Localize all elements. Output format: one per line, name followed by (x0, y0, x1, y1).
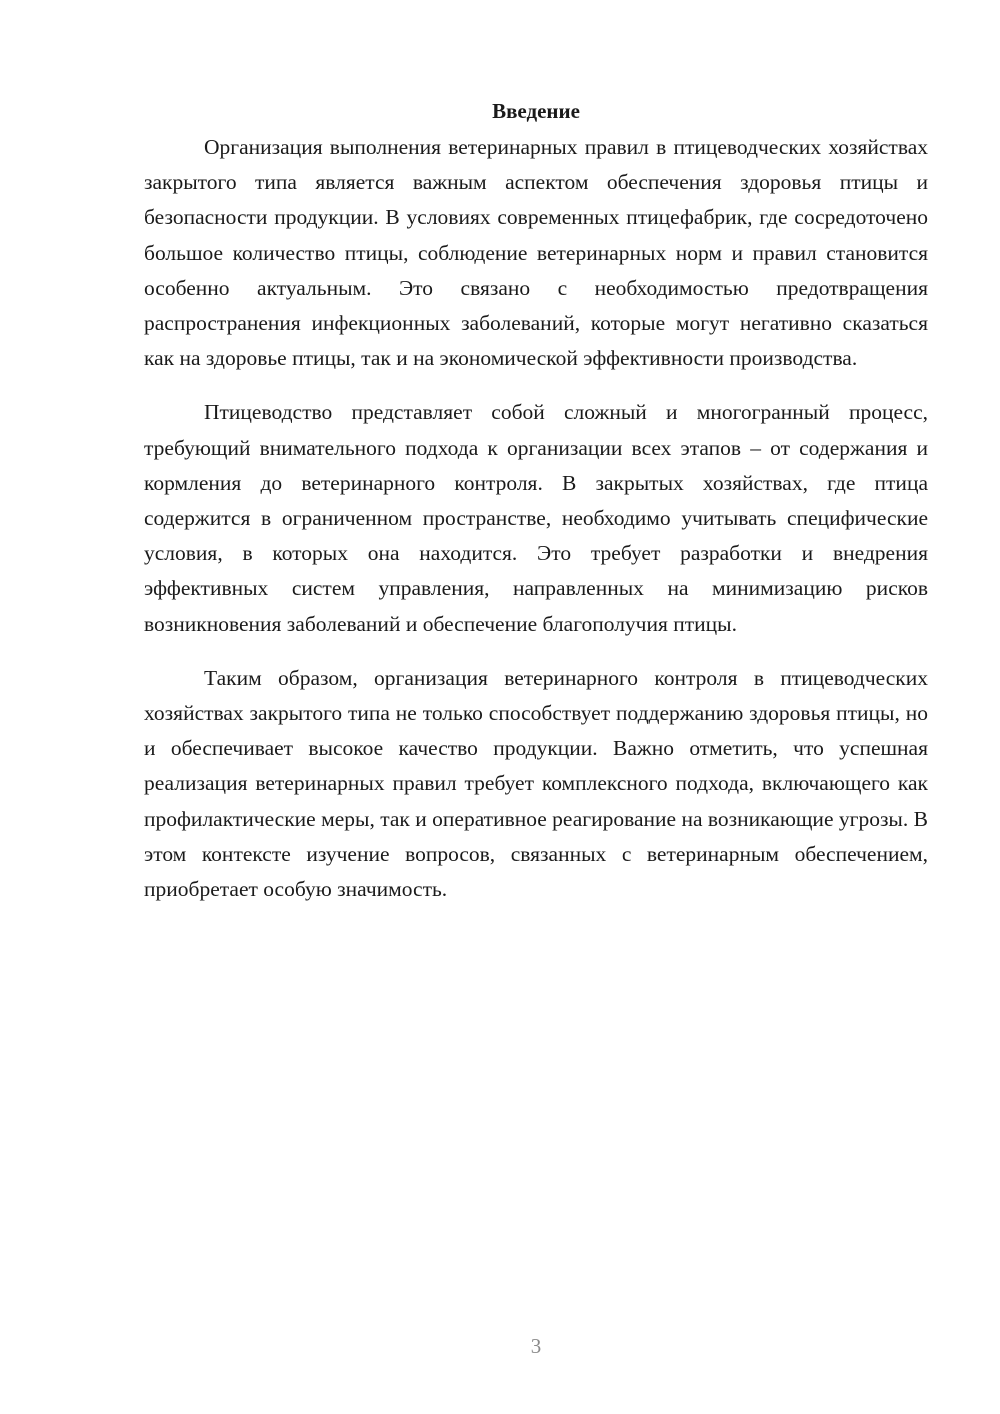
page-number: 3 (530, 1334, 542, 1358)
page-content (144, 96, 928, 907)
paragraph-2: Птицеводство представляет собой сложный и многогранный процесс, требующий внимательного подхода к организации всех этапов – от содержания и кормления до ветеринарного контроля. В закрытых хозяйствах, где птица содержится в ограниченном пространстве, необходимо учитывать специфические условия, в которых она находится. Это требует разработки и внедрения эффективных систем управления, направленных на минимизацию рисков возникновения заболеваний и обеспечение благополучия птицы. (144, 400, 928, 636)
section-heading: Введение (492, 99, 580, 123)
paragraph-3: Таким образом, организация ветеринарного контроля в птицеводческих хозяйствах закрытого типа не только способствует поддержанию здоровья птицы, но и обеспечивает высокое качество продукции. Важно отметить, что успешная реализация ветеринарных правил требует комплексного подхода, включающего как профилактические меры, так и оперативное реагирование на возникающие угрозы. В этом контексте изучение вопросов, связанных с ветеринарным обеспечением, приобретает особую значимость. (144, 665, 928, 902)
paragraph-1: Организация выполнения ветеринарных правил в птицеводческих хозяйствах закрытого типа является важным аспектом обеспечения здоровья птицы и безопасности продукции. В условиях современных птицефабрик, где сосредоточено большое количество птицы, соблюдение ветеринарных норм и правил становится особенно актуальным. Это связано с необходимостью предотвращения распространения инфекционных заболеваний, которые могут негативно сказаться как на здоровье птицы, так и на экономической эффективности производства. (144, 135, 928, 371)
